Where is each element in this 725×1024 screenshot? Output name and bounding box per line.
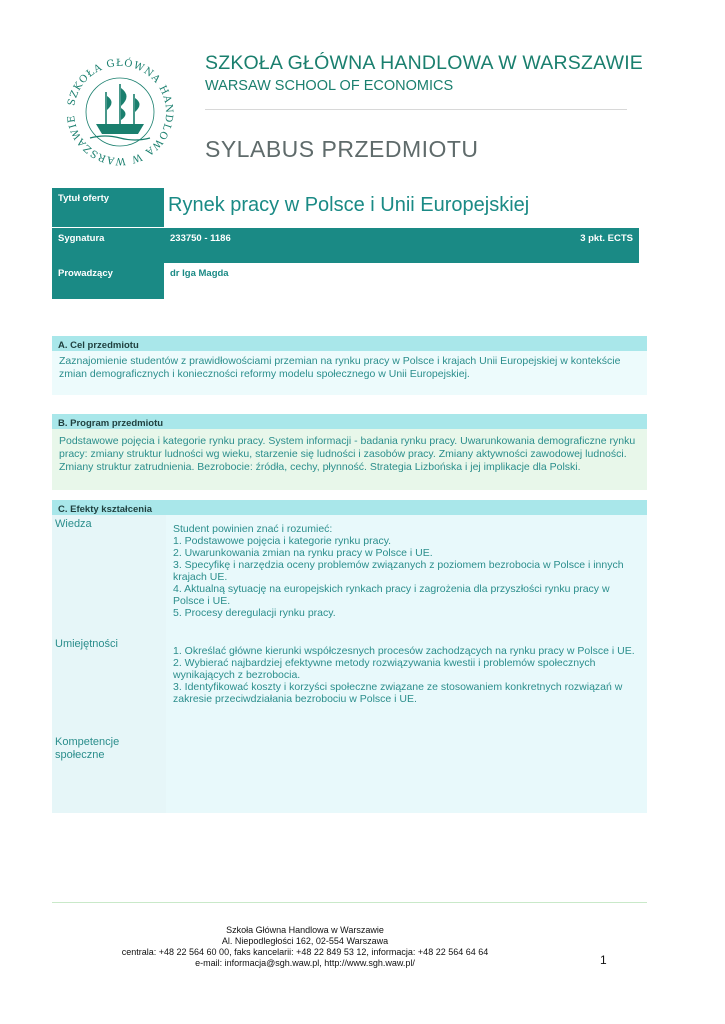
school-name-pl: SZKOŁA GŁÓWNA HANDLOWA W WARSZAWIE — [205, 52, 644, 74]
school-name-en: WARSAW SCHOOL OF ECONOMICS — [205, 78, 454, 94]
offer-title-label: Tytuł oferty — [52, 188, 164, 227]
section-c-header: C. Efekty kształcenia — [52, 500, 647, 515]
section-a-body: Zaznajomienie studentów z prawidłowościami przemian na rynku pracy w Polsce i krajach Unii Europejskiej w kontekście zmian demograficznych i konieczności reformy modelu społecznego w Unii Europejskiej. — [52, 351, 647, 395]
section-c-content — [166, 515, 647, 813]
section-c-labels — [52, 515, 166, 813]
section-a-header: A. Cel przedmiotu — [52, 336, 647, 351]
ects-value: 3 pkt. ECTS — [580, 233, 633, 244]
header-divider — [205, 109, 627, 110]
social-competence-label: Kompetencje społeczne — [55, 736, 120, 761]
lecturer-value: dr Iga Magda — [164, 263, 639, 299]
footer-line-2: Al. Niepodległości 162, 02-554 Warszawa — [221, 936, 389, 946]
section-b-body: Podstawowe pojęcia i kategorie rynku pracy. System informacji - badania rynku pracy. Uwarunkowania demograficzne rynku pracy: zmiany struktur ludności wg wieku, starzenie się ludności i zasobów pracy. Zmiany aktywności zawodowej ludności. Zmiany struktur zatrudnienia. Bezrobocie: źródła, cechy, płynność. Strategia Lizbońska i jej implikacje dla Polski. — [52, 429, 647, 490]
svg-text:SZKOŁA GŁÓWNA HANDLOWA W WARSZ: SZKOŁA GŁÓWNA HANDLOWA W WARSZAWIE — [65, 57, 175, 167]
section-b-header: B. Program przedmiotu — [52, 414, 647, 429]
footer-divider — [52, 902, 647, 903]
signature-cell — [164, 228, 639, 263]
footer-line-3: centrala: +48 22 564 60 00, faks kancelarii: +48 22 849 53 12, informacja: +48 22 564 64 64 — [121, 947, 489, 957]
page-number: 1 — [600, 953, 607, 967]
footer-line-4: e-mail: informacja@sgh.waw.pl, http://www.sgh.waw.pl/ — [195, 958, 415, 968]
skills-text: 1. Określać główne kierunki współczesnych procesów zachodzących na rynku pracy w Polsce i UE. 2. Wybierać najbardziej efektywne metody rozwiązywania kwestii i problemów społecznych wynikających z bezrobocia. 3. Identyfikować koszty i korzyści społeczne związane ze stosowaniem konkretnych rozwiązań w zakresie przeciwdziałania bezrobociu w Polsce i UE. — [173, 645, 635, 705]
knowledge-label: Wiedza — [55, 518, 92, 530]
knowledge-text: Student powinien znać i rozumieć: 1. Podstawowe pojęcia i kategorie rynku pracy. 2. Uwarunkowania zmian na rynku pracy w Polsce i UE. 3. Specyfikę i narzędzia oceny problemów związanych z poziomem bezrobocia w Polsce i innych krajach UE. 4. Aktualną sytuację na europejskich rynkach pracy i zagrożenia dla przyszłości rynku pracy w Polsce i UE. 5. Procesy deregulacji rynku pracy. — [173, 523, 624, 619]
lecturer-label: Prowadzący — [52, 263, 164, 299]
footer-line-1: Szkoła Główna Handlowa w Warszawie — [226, 925, 384, 935]
signature-value: 233750 - 1186 — [170, 233, 231, 244]
signature-label: Sygnatura — [52, 228, 164, 263]
school-seal-logo — [60, 52, 180, 172]
skills-label: Umiejętności — [55, 638, 118, 650]
document-title: SYLABUS PRZEDMIOTU — [205, 136, 479, 162]
offer-title-value: Rynek pracy w Polsce i Unii Europejskiej — [164, 188, 647, 227]
